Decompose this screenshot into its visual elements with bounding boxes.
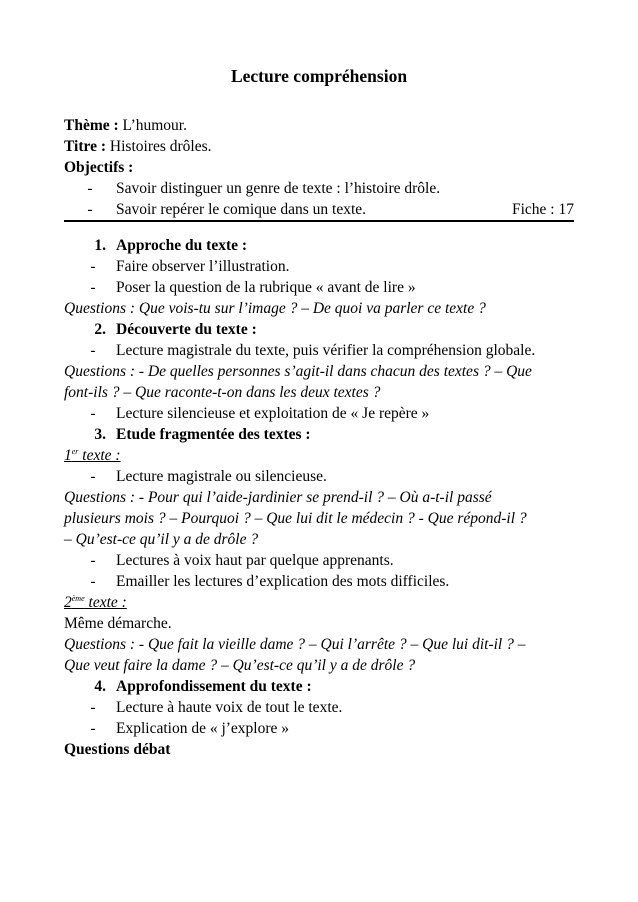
theme-label: Thème : [64,117,119,134]
list-dash: - [90,699,96,716]
titre-value: Histoires drôles. [106,138,212,155]
section-title: Découverte du texte : [116,321,257,338]
list-item-text: Lectures à voix haut par quelque apprenants. [116,552,394,569]
lesson-body [64,235,576,760]
list-dash: - [90,279,96,296]
questions-line: font-ils ? – Que raconte-t-on dans les deux textes ? [64,384,381,401]
section-title: Approche du texte : [116,237,248,254]
questions-line: Que veut faire la dame ? – Qu’est-ce qu’il y a de drôle ? [64,657,416,674]
section-number: 3. [94,426,106,443]
list-dash: - [90,573,96,590]
objectifs-label: Objectifs : [64,159,134,176]
section-heading [64,235,576,256]
questions-line: plusieurs mois ? – Pourquoi ? – Que lui dit le médecin ? - Que répond-il ? [64,510,527,527]
list-item-text: Lecture silencieuse et exploitation de « Je repère » [116,405,430,422]
section-number: 4. [94,678,106,695]
list-item [64,466,576,487]
questions-line: Questions : Que vois-tu sur l’image ? – De quoi va parler ce texte ? [64,300,486,317]
subsection-label [64,592,576,613]
list-item-text: Emailler les lectures d’explication des mots difficiles. [116,573,450,590]
section-title: Approfondissement du texte : [116,678,312,695]
section-heading [64,424,576,445]
list-item [64,697,576,718]
subsection-label [64,445,576,466]
ordinal-suffix: ème [71,593,85,603]
objectif-text: Savoir repérer le comique dans un texte. [116,201,367,218]
list-dash: - [90,342,96,359]
theme-line [64,115,574,136]
subsection-number: 2 [64,594,72,611]
section-heading [64,676,576,697]
questions-line: Questions : - Pour qui l’aide-jardinier se prend-il ? – Où a-t-il passé [64,489,492,506]
questions-line: Questions : - De quelles personnes s’agit-il dans chacun des textes ? – Que [64,363,532,380]
header-block [64,115,574,222]
list-item [64,277,576,298]
subsection-number: 1 [64,447,72,464]
list-item-text: Faire observer l’illustration. [116,258,290,275]
list-item [64,340,576,361]
list-dash: - [90,720,96,737]
questions-line: Questions : - Que fait la vieille dame ? – Qui l’arrête ? – Que lui dit-il ? – [64,636,526,653]
list-item [64,571,576,592]
section-heading [64,319,576,340]
list-dash: - [90,405,96,422]
titre-line [64,136,574,157]
debate-heading: Questions débat [64,741,171,758]
objectif-item [64,178,574,199]
subsection-label-text: texte : [84,594,127,611]
list-item [64,718,576,739]
list-item-text: Explication de « j’explore » [116,720,290,737]
section-number: 2. [94,321,106,338]
list-item-text: Lecture magistrale du texte, puis vérifier la compréhension globale. [116,342,536,359]
list-dash: - [90,258,96,275]
list-dash: - [90,468,96,485]
page-title: Lecture compréhension [230,66,408,86]
list-item-text: Lecture à haute voix de tout le texte. [116,699,343,716]
section-title: Etude fragmentée des textes : [116,426,311,443]
list-dash: - [90,552,96,569]
list-item-text: Lecture magistrale ou silencieuse. [116,468,327,485]
list-item [64,550,576,571]
subsection-label-text: texte : [78,447,121,464]
section-number: 1. [94,237,106,254]
objectif-item [64,199,574,222]
list-dash: - [87,201,93,218]
objectif-text: Savoir distinguer un genre de texte : l’histoire drôle. [116,180,441,197]
list-item [64,256,576,277]
list-dash: - [87,180,93,197]
titre-label: Titre : [64,138,107,155]
theme-value: L’humour. [118,117,187,134]
list-item-text: Poser la question de la rubrique « avant de lire » [116,279,416,296]
same-procedure-text: Même démarche. [64,615,172,632]
ordinal-suffix: er [71,446,79,456]
fiche-number: Fiche : 17 [512,201,574,218]
list-item [64,403,576,424]
questions-line: – Qu’est-ce qu’il y a de drôle ? [64,531,259,548]
